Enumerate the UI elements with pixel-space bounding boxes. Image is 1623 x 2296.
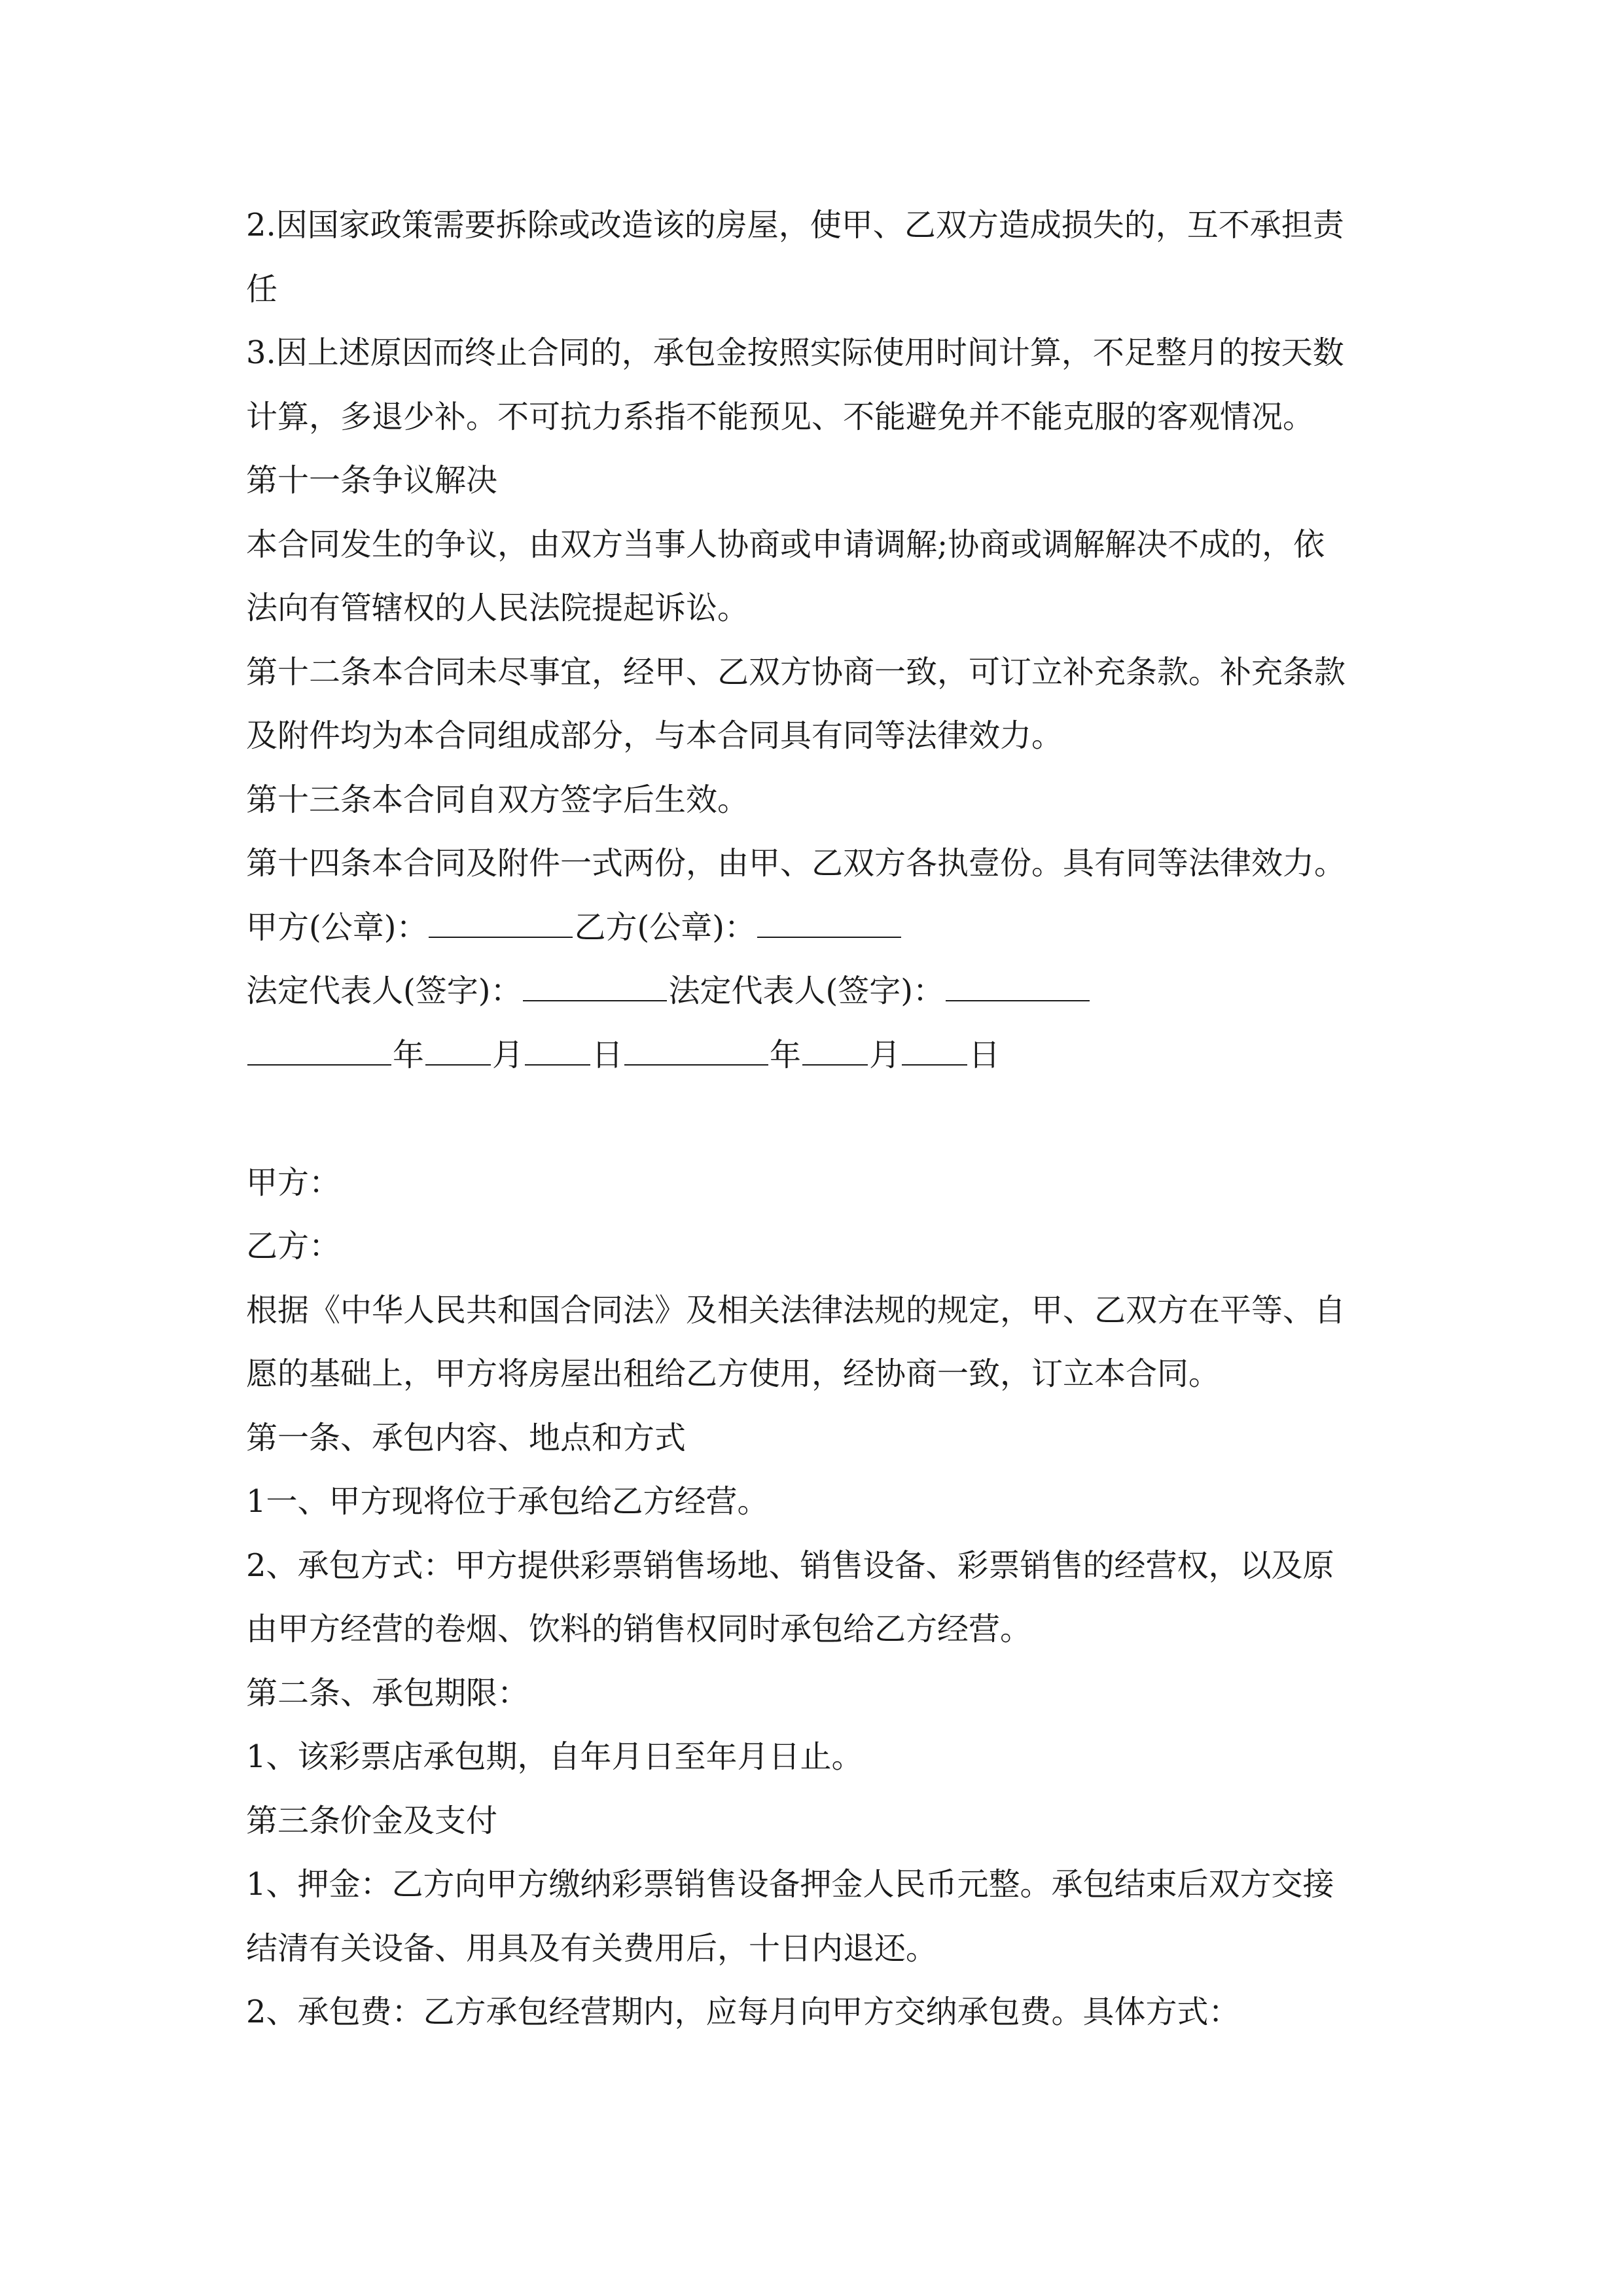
- date-a-year-blank[interactable]: [247, 1025, 391, 1066]
- date-b-day-blank[interactable]: [902, 1025, 967, 1066]
- article-1-item-1: 1一、甲方现将位于承包给乙方经营。: [246, 1483, 769, 1520]
- party-b-seal-label: 乙方(公章)：: [574, 908, 756, 946]
- article-3-item-1-line-2: 结清有关设备、用具及有关费用后，十日内退还。: [246, 1929, 938, 1967]
- article-3-item-1-line-1: 1、押金：乙方向甲方缴纳彩票销售设备押金人民币元整。承包结束后双方交接: [246, 1866, 1334, 1903]
- article-11-line-1: 本合同发生的争议，由双方当事人协商或申请调解;协商或调解解决不成的，依: [246, 526, 1325, 563]
- article-1-item-2-line-2: 由甲方经营的卷烟、饮料的销售权同时承包给乙方经营。: [246, 1611, 1032, 1647]
- party-a-seal-blank[interactable]: [429, 897, 573, 938]
- article-11-title: 第十一条争议解决: [246, 462, 498, 499]
- date-b-day-label: 日: [969, 1036, 1001, 1073]
- rep-b-blank[interactable]: [946, 961, 1090, 1001]
- date-a-day-label: 日: [592, 1036, 624, 1073]
- date-b-month-blank[interactable]: [802, 1025, 868, 1066]
- date-a-day-blank[interactable]: [525, 1025, 590, 1066]
- article-11-line-2: 法向有管辖权的人民法院提起诉讼。: [246, 590, 749, 626]
- date-line: [246, 1024, 1398, 1088]
- date-b-year-blank[interactable]: [624, 1025, 768, 1066]
- clause-3-line-1: 3.因上述原因而终止合同的，承包金按照实际使用时间计算，不足整月的按天数: [246, 334, 1344, 371]
- document-body: [246, 194, 1398, 2045]
- article-2-title: 第二条、承包期限：: [246, 1674, 529, 1712]
- clause-3-line-2: 计算，多退少补。不可抗力系指不能预见、不能避免并不能克服的客观情况。: [246, 398, 1315, 435]
- rep-a-label: 法定代表人(签字)：: [246, 973, 522, 1009]
- article-12-line-2: 及附件均为本合同组成部分，与本合同具有同等法律效力。: [246, 717, 1063, 754]
- rep-a-blank[interactable]: [523, 961, 667, 1001]
- rep-b-label: 法定代表人(签字)：: [668, 973, 944, 1009]
- article-3-item-2: 2、承包费：乙方承包经营期内，应每月向甲方交纳承包费。具体方式：: [246, 1994, 1240, 2030]
- date-a-month-blank[interactable]: [425, 1025, 491, 1066]
- clause-2-line-2: 任: [246, 270, 278, 308]
- clause-2-line-1: 2.因国家政策需要拆除或改造该的房屋，使甲、乙双方造成损失的，互不承担责: [246, 207, 1344, 243]
- party-b-seal-blank[interactable]: [757, 897, 901, 938]
- party-a-line: 甲方：: [246, 1164, 341, 1201]
- article-2-item-1: 1、该彩票店承包期，自年月日至年月日止。: [246, 1738, 863, 1775]
- date-a-year-label: 年: [393, 1036, 425, 1073]
- date-a-month-label: 月: [492, 1036, 524, 1073]
- intro-line-1: 根据《中华人民共和国合同法》及相关法律法规的规定，甲、乙双方在平等、自: [246, 1291, 1346, 1329]
- date-b-month-label: 月: [869, 1036, 901, 1073]
- seal-line: [246, 896, 1398, 960]
- date-b-year-label: 年: [770, 1036, 802, 1073]
- party-a-seal-label: 甲方(公章)：: [246, 908, 428, 946]
- article-12-line-1: 第十二条本合同未尽事宜，经甲、乙双方协商一致，可订立补充条款。补充条款: [246, 653, 1346, 691]
- article-3-title: 第三条价金及支付: [246, 1802, 498, 1839]
- intro-line-2: 愿的基础上，甲方将房屋出租给乙方使用，经协商一致，订立本合同。: [246, 1355, 1221, 1392]
- article-13: 第十三条本合同自双方签字后生效。: [246, 781, 749, 818]
- article-14: 第十四条本合同及附件一式两份，由甲、乙双方各执壹份。具有同等法律效力。: [246, 845, 1346, 882]
- article-1-title: 第一条、承包内容、地点和方式: [246, 1419, 687, 1456]
- section-gap: [246, 1087, 1398, 1151]
- article-1-item-2-line-1: 2、承包方式：甲方提供彩票销售场地、销售设备、彩票销售的经营权，以及原: [246, 1547, 1334, 1584]
- party-b-line: 乙方：: [246, 1228, 341, 1265]
- representative-line: [246, 960, 1398, 1024]
